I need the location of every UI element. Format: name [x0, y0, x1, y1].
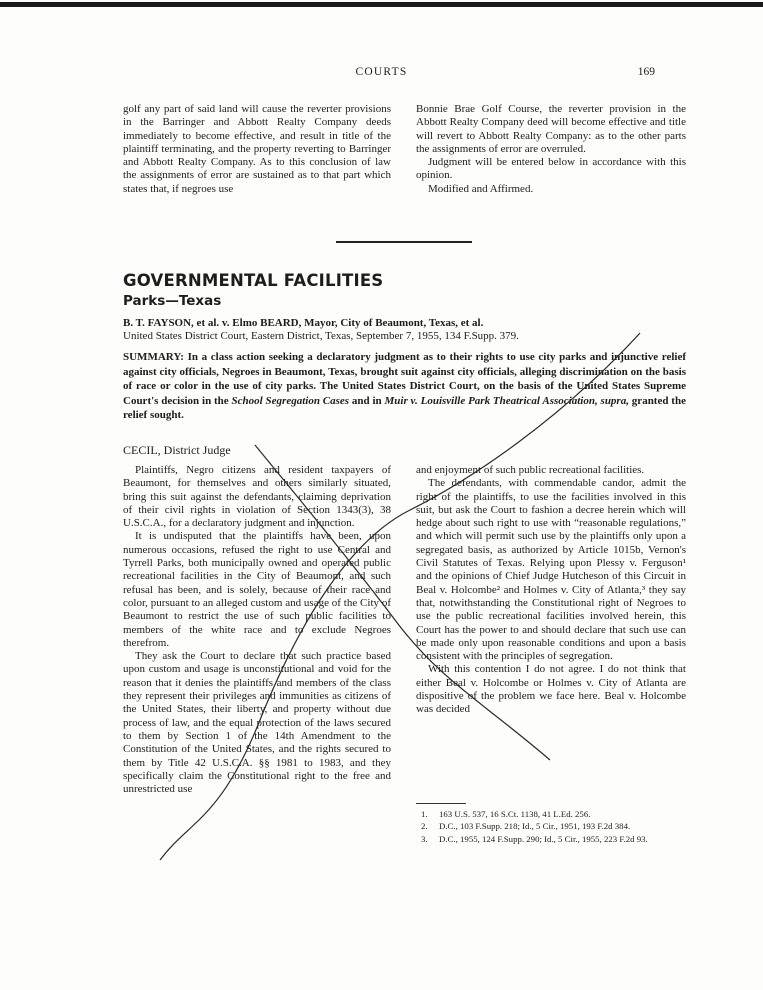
footnote: [416, 834, 688, 844]
carryover-right-column: [416, 103, 686, 196]
judgment-paragraph: Judgment will be entered below in accordance with this opinion.: [416, 156, 686, 182]
footnote-text: 163 U.S. 537, 16 S.Ct. 1138, 41 L.Ed. 256.: [439, 809, 591, 819]
subsection-heading: Parks—Texas: [123, 293, 222, 309]
summary-case-name-1: School Segregation Cases: [231, 394, 350, 407]
footnotes: [416, 809, 688, 846]
page-number: 169: [637, 66, 655, 78]
case-parties: B. T. FAYSON, et al. v. Elmo BEARD, Mayor, City of Beaumont, Texas, et al.: [123, 317, 484, 329]
summary-text-3: granted the relief sought.: [123, 394, 686, 422]
judge-name: CECIL, District Judge: [123, 443, 231, 457]
summary-text: In a class action seeking a declaratory judgment as to their rights to use city parks and injunctive relief against city officials, Negroes in Beaumont, Texas, brought suit against city officials, alleging discrimination on the basis of race or color in the use of city parks. The United States District Court, on the basis of the United States Supreme Court's decision in the: [123, 351, 686, 407]
summary-case-name-2: Muir v. Louisville Park Theatrical Association, supra,: [384, 394, 629, 407]
opinion-right-column: [416, 464, 686, 717]
carryover-paragraph-continued: Bonnie Brae Golf Course, the reverter provision in the Abbott Realty Company deed will become effective and title will revert to Abbott Realty Company: as to the other parts the assignments of error are overruled.: [416, 103, 686, 155]
opinion-paragraph: and enjoyment of such public recreational facilities.: [416, 464, 645, 476]
disposition: Modified and Affirmed.: [428, 182, 534, 195]
opinion-paragraph: They ask the Court to declare that such practice based upon custom and usage is unconstitutional and void for the reason that it denies the plaintiffs and members of the class they represent their privileges and immunities as citizens of the United States, their liberty, and property without due process of law, and the equal protection of the laws secured to them by Section 1 of the 14th Amendment to the Constitution of the United States, and the rights secured to them by Title 42 U.S.C.A. §§ 1981 to 1983, and they specifically claim the Constitutional right to the free and unrestricted use: [123, 650, 391, 796]
case-citation: United States District Court, Eastern District, Texas, September 7, 1955, 134 F.Supp. 379.: [123, 330, 519, 342]
summary-lead: SUMMARY:: [123, 351, 184, 363]
footnote-text: D.C., 103 F.Supp. 218; Id., 5 Cir., 1951, 193 F.2d 384.: [439, 821, 631, 832]
footnote-number: 1.: [421, 809, 428, 819]
opinion-paragraph: It is undisputed that the plaintiffs have been, upon numerous occasions, refused the right to use Central and Tyrrell Parks, both municipally owned and operated public recreational facilities in the City of Beaumont, and such refusal has been, and is solely, because of their race and color, pursuant to an alleged custom and usage of the City of Beaumont to restrict the use of such public facilities to members of the white race and to exclude Negroes therefrom.: [123, 530, 391, 649]
footnote: [416, 821, 688, 831]
opinion-paragraph: Plaintiffs, Negro citizens and resident taxpayers of Beaumont, for themselves and others similarly situated, bring this suit against the defendants, claiming deprivation of their civil rights in violation of Section 1343(3), 38 U.S.C.A., for a declaratory judgment and injunction.: [123, 464, 391, 530]
case-summary: [123, 350, 686, 423]
section-heading: GOVERNMENTAL FACILITIES: [123, 271, 384, 290]
footnote-number: 3.: [421, 833, 428, 844]
opinion-paragraph: The defendants, with commendable candor, admit the right of the plaintiffs, to use the facilities involved in this suit, but ask the Court to fashion a decree herein which will hedge about such right to use with “reasonable regulations,” and which will permit such use by the plaintiffs only upon a segregated basis, as authorized by Article 1015b, Vernon's Civil Statutes of Texas. Relying upon Plessy v. Ferguson¹ and the opinions of Chief Judge Hutcheson of this Circuit in Beal v. Holcombe² and Holmes v. City of Atlanta,³ they say that, notwithstanding the Constitutional right of Negroes to use the public recreational facilities involved herein, this Court has the power to and should declare that such use can be made only upon reasonable conditions and upon a basis consistent with the principles of segregation.: [416, 477, 686, 663]
carryover-paragraph: golf any part of said land will cause the reverter provisions in the Barringer and Abbott Realty Company deeds immediately to become effective, and result in title of the plaintiff terminating, and the property reverting to Barringer and Abbott Realty Company. As to this conclusion of law the assignments of error are sustained as to that part which states that, if negroes use: [123, 103, 391, 195]
running-head: [0, 66, 763, 82]
running-title: COURTS: [355, 66, 408, 78]
opinion-paragraph: With this contention I do not agree. I do not think that either Beal v. Holcombe or Holmes v. City of Atlanta are dispositive of the problem we face here. Beal v. Holcombe was decided: [416, 663, 686, 716]
footnote-text: D.C., 1955, 124 F.Supp. 290; Id., 5 Cir., 1955, 223 F.2d 93.: [439, 833, 648, 844]
footnote-rule: [416, 803, 466, 804]
footnote: [416, 809, 688, 819]
summary-text-2: and in: [349, 394, 385, 407]
page-top-border: [0, 2, 763, 7]
carryover-left-column: [123, 103, 391, 196]
section-divider: [336, 241, 472, 243]
opinion-left-column: [123, 464, 391, 796]
footnote-number: 2.: [421, 821, 428, 832]
